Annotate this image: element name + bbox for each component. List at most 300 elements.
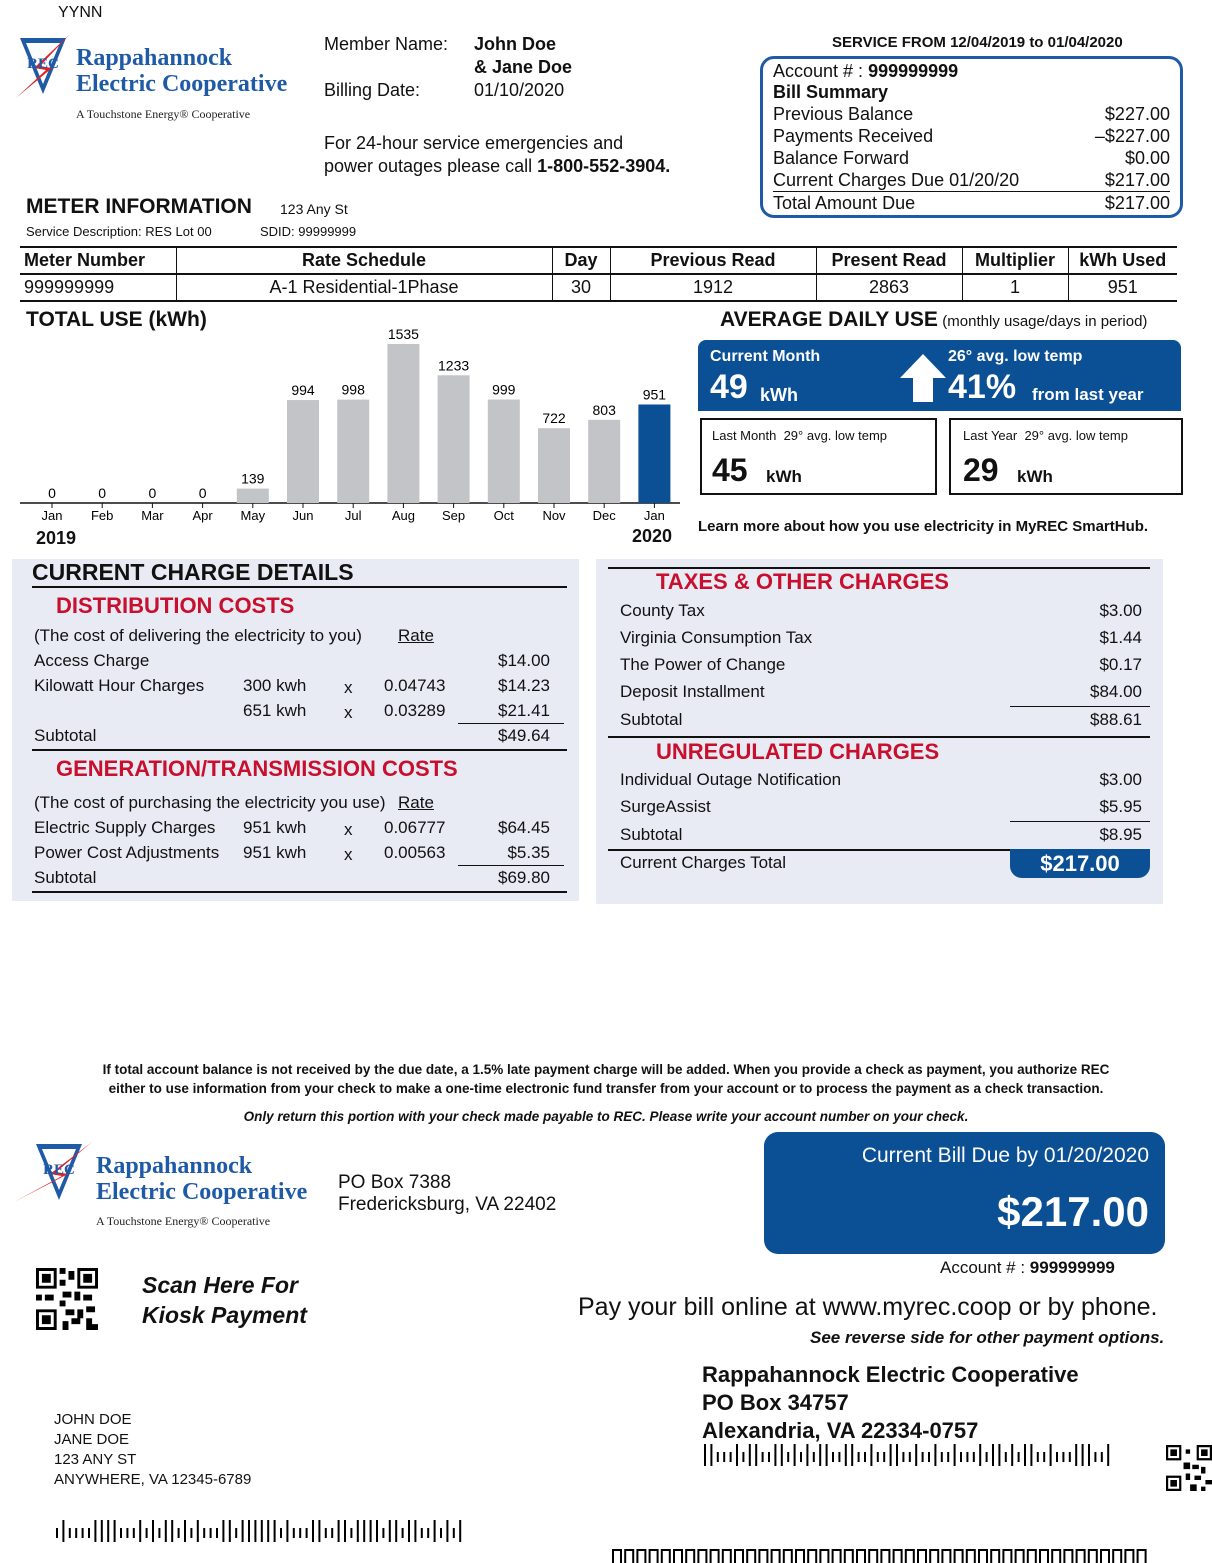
scan-line1: Scan Here For: [142, 1272, 298, 1298]
last-month-label: Last Month: [712, 428, 777, 443]
last-year-panel: [949, 418, 1183, 495]
barcode-bar: [755, 1444, 757, 1466]
barcode-bar: [88, 1528, 90, 1538]
barcode-bar: [126, 1528, 128, 1538]
unregulated-label: SurgeAssist: [620, 797, 711, 816]
tax-value: $0.17: [1099, 655, 1142, 674]
barcode-bar: [190, 1528, 192, 1538]
chart-category-label: Apr: [192, 508, 213, 523]
barcode-bar: [1037, 1452, 1039, 1462]
barcode-bar: [184, 1520, 186, 1542]
barcode-bar: [165, 1520, 167, 1542]
scanline-mark: [967, 1550, 975, 1563]
barcode-bar: [338, 1520, 340, 1542]
pca-qty: 951 kwh: [243, 843, 307, 862]
kwh2-rate: 0.03289: [384, 701, 446, 720]
col-day: Day: [552, 247, 610, 274]
access-charge-value: $14.00: [498, 651, 550, 670]
taxes-title: TAXES & OTHER CHARGES: [656, 569, 949, 594]
barcode-bar: [1050, 1444, 1052, 1466]
scanline-mark: [711, 1550, 719, 1563]
kwh-used: 951: [1068, 274, 1177, 301]
scanline-mark: [857, 1550, 865, 1563]
scanline-mark: [820, 1550, 828, 1563]
summary-value: $217.00: [1104, 193, 1170, 213]
last-month-value: 45: [712, 452, 748, 488]
emergency-line2: [324, 156, 670, 177]
barcode-bar: [941, 1452, 943, 1462]
barcode-bar: [826, 1444, 828, 1466]
chart-value-label: 951: [642, 386, 667, 403]
notice-line1: If total account balance is not received by the due date, a 1.5% late payment charge will be added. When you provide a check as payment, you authorize REC: [102, 1062, 1110, 1077]
scanline-mark: [1040, 1550, 1048, 1563]
summary-account-label: Account # :: [773, 61, 864, 81]
barcode-bar: [915, 1444, 917, 1466]
barcode-bar: [877, 1452, 879, 1462]
scanline-mark: [784, 1550, 792, 1563]
avg-title-line: [720, 308, 1147, 332]
chart-bar: [638, 404, 670, 503]
unregulated-subtotal-label: Subtotal: [620, 825, 683, 844]
barcode-bar: [139, 1520, 141, 1542]
barcode-bar: [274, 1520, 276, 1542]
barcode-bar: [730, 1452, 732, 1462]
chart-value-label: 803: [592, 401, 616, 418]
scanline-mark: [930, 1550, 938, 1563]
summary-label: Previous Balance: [773, 104, 914, 124]
chart-category-label: Jun: [292, 508, 314, 523]
barcode-bar: [864, 1452, 866, 1462]
barcode-bar: [986, 1452, 988, 1462]
barcode-bar: [1075, 1444, 1077, 1466]
barcode-bar: [896, 1444, 898, 1466]
rec-logo-remit-icon: [12, 1140, 94, 1208]
chart-value-label: 1535: [387, 326, 419, 342]
barcode-bar: [1082, 1444, 1084, 1466]
barcode-bar: [736, 1444, 738, 1466]
barcode-bar: [998, 1444, 1000, 1466]
barcode-bar: [806, 1444, 808, 1466]
last-month-header: [712, 428, 887, 443]
scanline-mark: [698, 1550, 706, 1563]
reverse-side-note: See reverse side for other payment options.: [810, 1328, 1165, 1347]
barcode-bar: [107, 1520, 109, 1542]
scanline-mark: [845, 1550, 853, 1563]
barcode-bar: [82, 1528, 84, 1538]
barcode-bar: [216, 1528, 218, 1538]
scanline-mark: [759, 1550, 767, 1563]
member-name-label: Member Name:: [324, 34, 449, 54]
barcode-bar: [1018, 1452, 1020, 1462]
barcode-bar: [819, 1444, 821, 1466]
barcode-bar: [979, 1444, 981, 1466]
barcode-bar: [306, 1528, 308, 1538]
scanline-mark: [1138, 1550, 1146, 1563]
scanline-mark: [881, 1550, 889, 1563]
summary-title: Bill Summary: [773, 82, 889, 102]
data-matrix-code: [1166, 1444, 1212, 1492]
day-count: 30: [552, 274, 610, 301]
remit-city: Fredericksburg, VA 22402: [338, 1194, 557, 1215]
remit-account-label: Account # :: [940, 1258, 1026, 1277]
barcode-bar: [774, 1444, 776, 1466]
emergency-phone: 1-800-552-3904.: [537, 156, 671, 176]
pca-x: x: [344, 845, 353, 864]
kiosk-qr-code[interactable]: [36, 1268, 98, 1330]
scanline-mark: [1113, 1550, 1121, 1563]
remit-account-number: 999999999: [1029, 1258, 1115, 1277]
meter-table: [20, 246, 1177, 302]
kwh2-qty: 651 kwh: [243, 701, 307, 720]
generation-subtotal-label: Subtotal: [34, 868, 97, 887]
chart-category-label: Feb: [90, 508, 114, 523]
barcode-bar: [235, 1528, 237, 1538]
customer-barcode: [56, 1520, 472, 1544]
chart-value-label: 0: [98, 485, 107, 501]
member-name-2: & Jane Doe: [474, 57, 573, 77]
scanline-mark: [833, 1550, 841, 1563]
barcode-bar: [114, 1520, 116, 1542]
kwh-charges-label: Kilowatt Hour Charges: [34, 676, 205, 695]
col-previous-read: Previous Read: [610, 247, 816, 274]
barcode-bar: [1011, 1444, 1013, 1466]
generation-title: GENERATION/TRANSMISSION COSTS: [56, 756, 458, 781]
chart-category-label: Dec: [592, 508, 616, 523]
col-present-read: Present Read: [816, 247, 962, 274]
scanline-mark: [674, 1550, 682, 1563]
scanline-mark: [991, 1550, 999, 1563]
current-month-unit: kWh: [760, 385, 798, 405]
kwh2-x: x: [344, 703, 353, 722]
chart-bar: [538, 428, 570, 503]
rate-schedule: A-1 Residential-1Phase: [176, 274, 552, 301]
barcode-bar: [203, 1528, 205, 1538]
barcode-bar: [453, 1528, 455, 1538]
chart-category-label: Jan: [643, 508, 665, 523]
supply-label: Electric Supply Charges: [34, 818, 216, 837]
summary-value: $227.00: [1104, 104, 1170, 124]
access-charge-label: Access Charge: [34, 651, 150, 670]
scanline-mark: [723, 1550, 731, 1563]
kwh1-x: x: [344, 678, 353, 697]
barcode-bar: [101, 1520, 103, 1542]
tax-label: Deposit Installment: [620, 682, 765, 701]
barcode-bar: [459, 1520, 461, 1542]
billing-date: 01/10/2020: [474, 80, 565, 100]
pay-online-text: Pay your bill online at www.myrec.coop or by phone.: [578, 1293, 1158, 1321]
top-code: YYNN: [58, 4, 103, 21]
barcode-bar: [1062, 1452, 1064, 1462]
scanline-mark: [1125, 1550, 1133, 1563]
barcode-bar: [934, 1444, 936, 1466]
chart-category-label: Jul: [344, 508, 362, 523]
bill-due-box: [764, 1132, 1165, 1254]
summary-value: $217.00: [1104, 170, 1170, 190]
scanline-mark: [869, 1550, 877, 1563]
barcode-bar: [229, 1520, 231, 1542]
tax-label: Virginia Consumption Tax: [620, 628, 813, 647]
barcode-bar: [1043, 1452, 1045, 1462]
remit-logo-line2: Electric Cooperative: [96, 1179, 308, 1205]
chart-category-label: May: [240, 508, 266, 523]
barcode-bar: [363, 1520, 365, 1542]
barcode-bar: [704, 1444, 706, 1466]
barcode-bar: [325, 1528, 327, 1538]
taxes-subtotal-label: Subtotal: [620, 710, 683, 729]
chart-bar: [488, 400, 520, 503]
barcode-bar: [832, 1452, 834, 1462]
chart-year-end: 2020: [632, 526, 673, 546]
generation-rule: [32, 891, 567, 893]
chart-bar: [387, 344, 419, 503]
barcode-bar: [1094, 1452, 1096, 1462]
unregulated-value: $5.95: [1099, 797, 1142, 816]
pca-label: Power Cost Adjustments: [34, 843, 220, 862]
barcode-bar: [1088, 1444, 1090, 1466]
tax-label: The Power of Change: [620, 655, 786, 674]
avg-title: AVERAGE DAILY USE: [720, 308, 938, 331]
barcode-bar: [922, 1452, 924, 1462]
barcode-bar: [280, 1528, 282, 1538]
barcode-bar: [62, 1520, 64, 1542]
scanline-mark: [1064, 1550, 1072, 1563]
payee-line2: PO Box 34757: [702, 1390, 849, 1415]
member-name-1: John Doe: [474, 34, 557, 54]
current-month-panel: [698, 340, 1181, 411]
unregulated-label: Individual Outage Notification: [620, 770, 842, 789]
chart-value-label: 0: [148, 485, 157, 501]
scan-line2: Kiosk Payment: [142, 1302, 307, 1328]
remit-account: [940, 1258, 1115, 1278]
scanline-mark: [1052, 1550, 1060, 1563]
generation-subtotal-value: $69.80: [498, 868, 550, 887]
customer-address: [54, 1410, 251, 1490]
kwh1-qty: 300 kwh: [243, 676, 307, 695]
tax-label: County Tax: [620, 601, 705, 620]
multiplier: 1: [962, 274, 1068, 301]
chart-value-label: 998: [341, 381, 365, 398]
bill-due-label: Current Bill Due by 01/20/2020: [861, 1144, 1149, 1167]
barcode-bar: [768, 1452, 770, 1462]
scanline-mark: [625, 1550, 633, 1563]
barcode-bar: [966, 1452, 968, 1462]
scanline-mark: [1089, 1550, 1097, 1563]
barcode-bar: [851, 1444, 853, 1466]
barcode-bar: [331, 1528, 333, 1538]
summary-account: [773, 61, 1170, 82]
summary-total-row: [773, 192, 1170, 214]
last-month-temp: 29° avg. low temp: [783, 428, 888, 443]
barcode-bar: [248, 1520, 250, 1542]
service-description: Service Description: RES Lot 00: [26, 224, 212, 239]
charge-details-title: CURRENT CHARGE DETAILS: [32, 559, 567, 588]
barcode-bar: [947, 1452, 949, 1462]
barcode-bar: [94, 1520, 96, 1542]
barcode-bar: [1056, 1452, 1058, 1462]
barcode-bar: [197, 1520, 199, 1542]
barcode-bar: [178, 1528, 180, 1538]
supply-qty: 951 kwh: [243, 818, 307, 837]
last-month-panel: [700, 418, 937, 495]
summary-row: [773, 103, 1170, 125]
barcode-bar: [171, 1520, 173, 1542]
previous-read: 1912: [610, 274, 816, 301]
barcode-bar: [890, 1444, 892, 1466]
barcode-bar: [389, 1520, 391, 1542]
supply-rate: 0.06777: [384, 818, 446, 837]
last-year-temp: 29° avg. low temp: [1024, 428, 1128, 443]
barcode-bar: [440, 1528, 442, 1538]
barcode-bar: [299, 1528, 301, 1538]
chart-value-label: 994: [291, 382, 315, 399]
barcode-bar: [909, 1452, 911, 1462]
barcode-bar: [749, 1444, 751, 1466]
barcode-bar: [787, 1452, 789, 1462]
barcode-bar: [1107, 1444, 1109, 1466]
last-month-unit: kWh: [766, 467, 802, 486]
customer-line: 123 ANY ST: [54, 1451, 137, 1468]
barcode-bar: [902, 1452, 904, 1462]
logo-tagline: A Touchstone Energy® Cooperative: [76, 107, 251, 121]
barcode-bar: [992, 1444, 994, 1466]
sdid: SDID: 99999999: [260, 224, 357, 239]
barcode-bar: [973, 1452, 975, 1462]
barcode-bar: [838, 1452, 840, 1462]
meter-number: 999999999: [20, 274, 176, 301]
chart-category-label: Oct: [493, 508, 514, 523]
barcode-bar: [421, 1528, 423, 1538]
barcode-bar: [402, 1528, 404, 1538]
payee-line3: Alexandria, VA 22334-0757: [702, 1418, 979, 1443]
current-month-value: 49: [710, 368, 748, 406]
payee-barcode: [704, 1444, 1120, 1468]
notice-line3: Only return this portion with your check made payable to REC. Please write your account number on your check.: [243, 1109, 969, 1124]
col-multiplier: Multiplier: [962, 247, 1068, 274]
scanline-mark: [796, 1550, 804, 1563]
change-text: from last year: [1032, 385, 1144, 404]
distribution-title: DISTRIBUTION COSTS: [56, 593, 295, 618]
barcode-bar: [254, 1520, 256, 1542]
supply-value: $64.45: [498, 818, 550, 837]
unregulated-title: UNREGULATED CHARGES: [656, 739, 940, 764]
col-kwh-used: kWh Used: [1068, 247, 1177, 274]
unregulated-value: $3.00: [1099, 770, 1142, 789]
col-rate-schedule: Rate Schedule: [176, 247, 552, 274]
scanline-mark: [747, 1550, 755, 1563]
taxes-panel: [596, 559, 1163, 904]
learn-more-link[interactable]: Learn more about how you use electricity in MyREC SmartHub.: [698, 518, 1149, 535]
scanline-mark: [1101, 1550, 1109, 1563]
bill-due-amount: $217.00: [997, 1188, 1149, 1235]
barcode-bar: [376, 1520, 378, 1542]
chart-category-label: Sep: [442, 508, 466, 523]
bill-summary-box: [760, 56, 1183, 218]
generation-desc: (The cost of purchasing the electricity you use): [34, 793, 386, 812]
generation-rate-label: Rate: [398, 793, 434, 812]
pca-value: $5.35: [507, 843, 550, 862]
unregulated-sum-rule: [1010, 821, 1150, 822]
scanline-mark: [955, 1550, 963, 1563]
remit-logo-line1: Rappahannock: [96, 1153, 253, 1179]
rec-logo-remit: [12, 1140, 332, 1235]
scanline-mark: [942, 1550, 950, 1563]
chart-value-label: 0: [198, 485, 207, 501]
meter-address: 123 Any St: [280, 201, 348, 217]
barcode-bar: [382, 1528, 384, 1538]
billing-date-label: Billing Date:: [324, 80, 421, 100]
chart-bar: [287, 400, 319, 503]
remit-po-box: PO Box 7388: [338, 1172, 452, 1193]
barcode-bar: [800, 1452, 802, 1462]
taxes-sum-rule: [1010, 706, 1150, 707]
scanline-mark: [686, 1550, 694, 1563]
rec-logo: [12, 32, 312, 127]
distribution-subtotal-label: Subtotal: [34, 726, 97, 745]
barcode-bar: [210, 1528, 212, 1538]
summary-row: [773, 125, 1170, 147]
kwh1-rate: 0.04743: [384, 676, 446, 695]
barcode-bar: [222, 1520, 224, 1542]
current-charges-total-label: Current Charges Total: [620, 853, 786, 872]
barcode-bar: [794, 1444, 796, 1466]
tax-value: $3.00: [1099, 601, 1142, 620]
charge-details-panel: [12, 559, 579, 901]
notice-line2: either to use information from your check to make a one-time electronic fund transfer from your account or to process the payment as a check transaction.: [108, 1081, 1104, 1096]
scanline-mark: [735, 1550, 743, 1563]
barcode-bar: [781, 1444, 783, 1466]
barcode-bar: [370, 1520, 372, 1542]
change-percent: 41%: [948, 368, 1017, 406]
barcode-bar: [845, 1444, 847, 1466]
unregulated-subtotal-value: $8.95: [1099, 825, 1142, 844]
scanline-mark: [918, 1550, 926, 1563]
barcode-bar: [1005, 1452, 1007, 1462]
meter-title: METER INFORMATION: [26, 195, 252, 218]
taxes-rule: [608, 736, 1150, 738]
distribution-rate-label: Rate: [398, 626, 434, 645]
summary-label: Current Charges Due 01/20/20: [773, 170, 1020, 190]
summary-label: Payments Received: [773, 126, 934, 146]
chart-value-label: 139: [241, 470, 265, 487]
last-year-header: [963, 428, 1128, 443]
barcode-bar: [318, 1520, 320, 1542]
scanline-mark: [637, 1550, 645, 1563]
barcode-bar: [717, 1452, 719, 1462]
distribution-rule: [32, 749, 567, 751]
current-charges-total-value: $217.00: [1010, 849, 1150, 878]
chart-value-label: 0: [48, 485, 56, 501]
barcode-bar: [261, 1520, 263, 1542]
summary-value: –$227.00: [1094, 126, 1170, 146]
chart-value-label: 1233: [438, 357, 470, 374]
barcode-bar: [286, 1520, 288, 1542]
avg-subtitle: (monthly usage/days in period): [942, 313, 1148, 330]
chart-category-label: Aug: [391, 508, 415, 523]
chart-bar: [237, 489, 269, 503]
barcode-bar: [928, 1452, 930, 1462]
scanline-mark: [906, 1550, 914, 1563]
usage-bar-chart: [20, 326, 682, 526]
scanline-mark: [1077, 1550, 1085, 1563]
barcode-bar: [813, 1452, 815, 1462]
barcode-bar: [350, 1528, 352, 1538]
scanline-mark: [772, 1550, 780, 1563]
distribution-subtotal-value: $49.64: [498, 726, 550, 745]
service-period: SERVICE FROM 12/04/2019 to 01/04/2020: [832, 34, 1123, 51]
summary-account-number: 999999999: [868, 61, 959, 81]
meter-header-row: [20, 247, 1177, 274]
distribution-desc: (The cost of delivering the electricity to you): [34, 626, 362, 645]
